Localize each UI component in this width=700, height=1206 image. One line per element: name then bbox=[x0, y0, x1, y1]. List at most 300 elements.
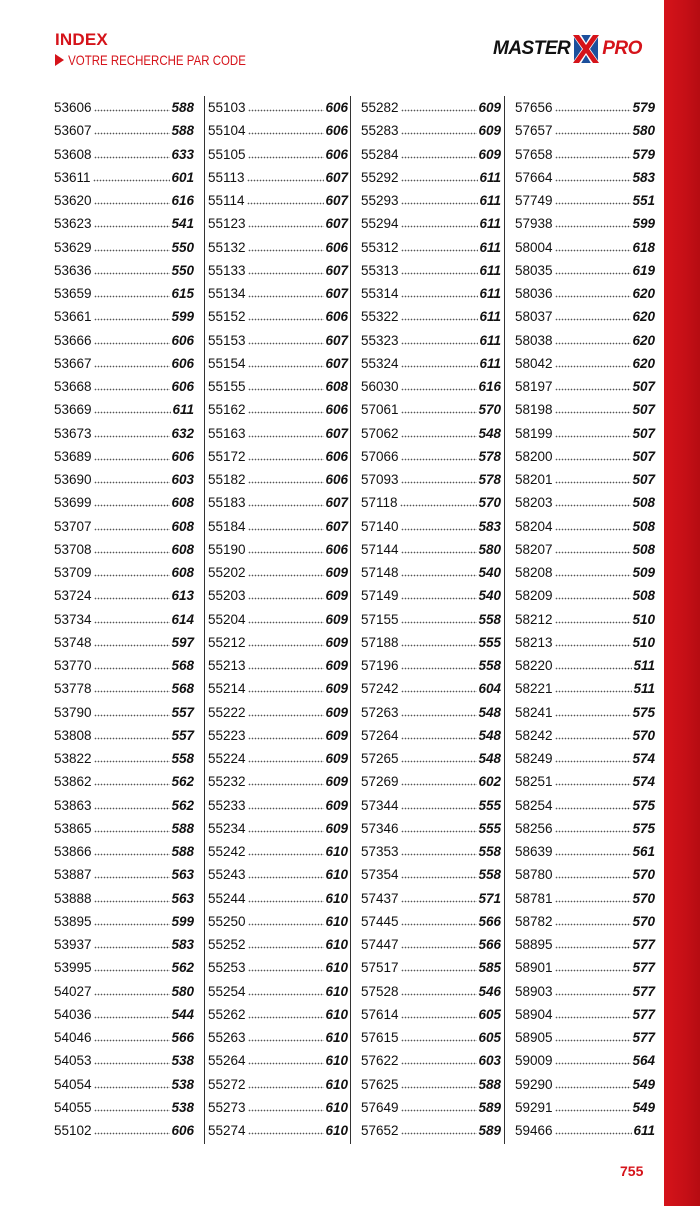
subtitle-text: VOTRE RECHERCHE PAR CODE bbox=[68, 52, 246, 68]
dot-leader bbox=[555, 126, 632, 135]
dot-leader bbox=[401, 591, 478, 600]
page-reference: 608 bbox=[171, 495, 194, 511]
page-reference: 620 bbox=[632, 309, 655, 325]
page-reference: 507 bbox=[632, 472, 655, 488]
dot-leader bbox=[401, 452, 478, 461]
index-entry bbox=[208, 398, 348, 421]
page-reference: 570 bbox=[632, 867, 655, 883]
index-entry bbox=[361, 584, 501, 607]
page-reference: 589 bbox=[478, 1123, 501, 1139]
product-code: 55250 bbox=[208, 913, 246, 929]
dot-leader bbox=[94, 894, 171, 903]
dot-leader bbox=[401, 731, 478, 740]
page-reference: 609 bbox=[325, 820, 348, 836]
page-reference: 609 bbox=[478, 146, 501, 162]
product-code: 55105 bbox=[208, 146, 246, 162]
dot-leader bbox=[248, 591, 325, 600]
product-code: 55224 bbox=[208, 751, 246, 767]
dot-leader bbox=[248, 126, 325, 135]
index-entry bbox=[208, 747, 348, 770]
product-code: 53629 bbox=[54, 239, 92, 255]
dot-leader bbox=[94, 382, 171, 391]
dot-leader bbox=[248, 1056, 325, 1065]
index-entry bbox=[208, 282, 348, 305]
page-reference: 605 bbox=[478, 1006, 501, 1022]
index-entry bbox=[208, 143, 348, 166]
index-entry bbox=[208, 956, 348, 979]
product-code: 57528 bbox=[361, 983, 399, 999]
page-reference: 562 bbox=[171, 960, 194, 976]
page-reference: 508 bbox=[632, 518, 655, 534]
dot-leader bbox=[401, 405, 478, 414]
page-reference: 620 bbox=[632, 355, 655, 371]
page-reference: 577 bbox=[632, 960, 655, 976]
dot-leader bbox=[248, 498, 325, 507]
product-code: 59290 bbox=[515, 1076, 553, 1092]
dot-leader bbox=[401, 103, 478, 112]
page-reference: 610 bbox=[325, 1030, 348, 1046]
index-entry bbox=[361, 515, 501, 538]
dot-leader bbox=[401, 684, 478, 693]
product-code: 54053 bbox=[54, 1053, 92, 1069]
index-entry bbox=[54, 1119, 194, 1142]
index-entry bbox=[361, 538, 501, 561]
product-code: 53669 bbox=[54, 402, 92, 418]
dot-leader bbox=[555, 894, 632, 903]
index-entry bbox=[208, 212, 348, 235]
index-entry bbox=[361, 631, 501, 654]
product-code: 53866 bbox=[54, 844, 92, 860]
dot-leader bbox=[248, 1103, 325, 1112]
page-reference: 607 bbox=[325, 355, 348, 371]
dot-leader bbox=[94, 963, 171, 972]
dot-leader bbox=[94, 1033, 171, 1042]
product-code: 57188 bbox=[361, 634, 399, 650]
product-code: 55232 bbox=[208, 774, 246, 790]
page-reference: 610 bbox=[325, 1123, 348, 1139]
product-code: 57263 bbox=[361, 704, 399, 720]
dot-leader bbox=[401, 359, 479, 368]
index-entry bbox=[54, 817, 194, 840]
product-code: 55134 bbox=[208, 286, 246, 302]
product-code: 58254 bbox=[515, 797, 553, 813]
dot-leader bbox=[94, 522, 171, 531]
product-code: 58208 bbox=[515, 565, 553, 581]
dot-leader bbox=[247, 173, 325, 182]
dot-leader bbox=[555, 498, 632, 507]
page-reference: 606 bbox=[325, 123, 348, 139]
product-code: 58241 bbox=[515, 704, 553, 720]
dot-leader bbox=[555, 545, 632, 554]
page-reference: 589 bbox=[478, 1099, 501, 1115]
index-entry bbox=[361, 259, 501, 282]
dot-leader bbox=[401, 336, 479, 345]
page-reference: 551 bbox=[632, 193, 655, 209]
index-entry bbox=[361, 96, 501, 119]
product-code: 53863 bbox=[54, 797, 92, 813]
page-reference: 548 bbox=[478, 727, 501, 743]
index-entry bbox=[54, 1049, 194, 1072]
column-separator bbox=[204, 96, 205, 1144]
product-code: 55202 bbox=[208, 565, 246, 581]
page-reference: 541 bbox=[171, 216, 194, 232]
index-entry bbox=[515, 259, 655, 282]
page-reference: 602 bbox=[478, 774, 501, 790]
index-entry bbox=[361, 747, 501, 770]
product-code: 55233 bbox=[208, 797, 246, 813]
dot-leader bbox=[248, 1010, 325, 1019]
index-entry bbox=[361, 398, 501, 421]
product-code: 57622 bbox=[361, 1053, 399, 1069]
index-entry bbox=[361, 980, 501, 1003]
dot-leader bbox=[401, 173, 479, 182]
dot-leader bbox=[248, 731, 325, 740]
product-code: 55254 bbox=[208, 983, 246, 999]
product-code: 58209 bbox=[515, 588, 553, 604]
index-entry bbox=[208, 1003, 348, 1026]
index-entry bbox=[54, 724, 194, 747]
product-code: 58212 bbox=[515, 611, 553, 627]
index-entry bbox=[54, 329, 194, 352]
product-code: 57938 bbox=[515, 216, 553, 232]
index-column-4 bbox=[515, 96, 655, 1142]
dot-leader bbox=[555, 243, 632, 252]
product-code: 53608 bbox=[54, 146, 92, 162]
page-reference: 540 bbox=[478, 588, 501, 604]
index-entry bbox=[54, 538, 194, 561]
product-code: 53673 bbox=[54, 425, 92, 441]
product-code: 55242 bbox=[208, 844, 246, 860]
index-entry bbox=[54, 794, 194, 817]
product-code: 55162 bbox=[208, 402, 246, 418]
page-reference: 610 bbox=[325, 1053, 348, 1069]
product-code: 59291 bbox=[515, 1099, 553, 1115]
dot-leader bbox=[555, 312, 632, 321]
product-code: 53995 bbox=[54, 960, 92, 976]
index-entry bbox=[515, 329, 655, 352]
dot-leader bbox=[401, 801, 478, 810]
page-reference: 606 bbox=[325, 100, 348, 116]
index-entry bbox=[361, 561, 501, 584]
product-code: 53822 bbox=[54, 751, 92, 767]
dot-leader bbox=[555, 1056, 632, 1065]
index-entry bbox=[361, 770, 501, 793]
product-code: 59009 bbox=[515, 1053, 553, 1069]
dot-leader bbox=[248, 150, 325, 159]
dot-leader bbox=[94, 1080, 171, 1089]
dot-leader bbox=[248, 894, 325, 903]
dot-leader bbox=[401, 917, 478, 926]
product-code: 55114 bbox=[208, 193, 245, 209]
page-reference: 570 bbox=[632, 890, 655, 906]
dot-leader bbox=[401, 429, 478, 438]
index-entry bbox=[54, 96, 194, 119]
page-reference: 562 bbox=[171, 797, 194, 813]
product-code: 58213 bbox=[515, 634, 553, 650]
page-reference: 611 bbox=[172, 402, 194, 418]
index-entry bbox=[54, 491, 194, 514]
index-entry bbox=[361, 840, 501, 863]
index-entry bbox=[208, 538, 348, 561]
page-reference: 580 bbox=[478, 541, 501, 557]
dot-leader bbox=[248, 638, 325, 647]
index-entry bbox=[361, 1096, 501, 1119]
dot-leader bbox=[555, 359, 632, 368]
dot-leader bbox=[555, 1080, 632, 1089]
dot-leader bbox=[401, 754, 478, 763]
product-code: 53620 bbox=[54, 193, 92, 209]
dot-leader bbox=[555, 429, 632, 438]
dot-leader bbox=[94, 638, 171, 647]
product-code: 58639 bbox=[515, 844, 553, 860]
dot-leader bbox=[94, 591, 171, 600]
page-reference: 606 bbox=[325, 146, 348, 162]
index-entry bbox=[208, 259, 348, 282]
product-code: 53707 bbox=[54, 518, 92, 534]
index-entry bbox=[54, 933, 194, 956]
product-code: 58904 bbox=[515, 1006, 553, 1022]
index-entry bbox=[208, 491, 348, 514]
dot-leader bbox=[401, 196, 479, 205]
index-entry bbox=[208, 863, 348, 886]
product-code: 57062 bbox=[361, 425, 399, 441]
index-entry bbox=[361, 329, 501, 352]
dot-leader bbox=[94, 754, 171, 763]
dot-leader bbox=[94, 219, 171, 228]
page-reference: 570 bbox=[478, 495, 501, 511]
product-code: 54046 bbox=[54, 1030, 92, 1046]
index-entry bbox=[515, 398, 655, 421]
page-reference: 607 bbox=[325, 286, 348, 302]
index-entry bbox=[361, 236, 501, 259]
dot-leader bbox=[94, 917, 171, 926]
dot-leader bbox=[248, 336, 325, 345]
product-code: 58221 bbox=[515, 681, 553, 697]
page-reference: 568 bbox=[171, 658, 194, 674]
page-reference: 580 bbox=[632, 123, 655, 139]
product-code: 55203 bbox=[208, 588, 246, 604]
product-code: 53790 bbox=[54, 704, 92, 720]
dot-leader bbox=[555, 731, 632, 740]
index-entry bbox=[208, 910, 348, 933]
index-entry bbox=[515, 608, 655, 631]
dot-leader bbox=[94, 289, 171, 298]
dot-leader bbox=[248, 475, 325, 484]
page-reference: 570 bbox=[632, 913, 655, 929]
index-entry bbox=[208, 770, 348, 793]
index-column-2 bbox=[208, 96, 348, 1142]
product-code: 57196 bbox=[361, 658, 399, 674]
dot-leader bbox=[248, 661, 325, 670]
index-entry bbox=[54, 654, 194, 677]
product-code: 57061 bbox=[361, 402, 399, 418]
index-entry bbox=[361, 794, 501, 817]
page-reference: 616 bbox=[171, 193, 194, 209]
page-reference: 610 bbox=[325, 1099, 348, 1115]
dot-leader bbox=[401, 1080, 478, 1089]
logo-word-master: MASTER bbox=[493, 38, 571, 59]
product-code: 58207 bbox=[515, 541, 553, 557]
index-column-1 bbox=[54, 96, 194, 1142]
product-code: 53865 bbox=[54, 820, 92, 836]
index-entry bbox=[208, 468, 348, 491]
product-code: 57242 bbox=[361, 681, 399, 697]
page-reference: 599 bbox=[632, 216, 655, 232]
page-reference: 607 bbox=[325, 518, 348, 534]
index-entry bbox=[361, 491, 501, 514]
product-code: 58895 bbox=[515, 937, 553, 953]
product-code: 54027 bbox=[54, 983, 92, 999]
dot-leader bbox=[555, 382, 632, 391]
page-reference: 588 bbox=[171, 820, 194, 836]
page-reference: 610 bbox=[325, 983, 348, 999]
page-reference: 606 bbox=[171, 448, 194, 464]
product-code: 58199 bbox=[515, 425, 553, 441]
page-reference: 577 bbox=[632, 937, 655, 953]
page-reference: 611 bbox=[479, 216, 501, 232]
product-code: 58781 bbox=[515, 890, 553, 906]
page-reference: 561 bbox=[632, 844, 655, 860]
page-reference: 611 bbox=[479, 286, 501, 302]
red-side-band bbox=[664, 0, 700, 1206]
product-code: 57148 bbox=[361, 565, 399, 581]
dot-leader bbox=[555, 1126, 633, 1135]
product-code: 58201 bbox=[515, 472, 553, 488]
page-reference: 610 bbox=[325, 867, 348, 883]
dot-leader bbox=[248, 1080, 325, 1089]
dot-leader bbox=[94, 777, 171, 786]
page-reference: 563 bbox=[171, 867, 194, 883]
page-reference: 610 bbox=[325, 937, 348, 953]
index-entry bbox=[515, 631, 655, 654]
product-code: 55133 bbox=[208, 262, 246, 278]
dot-leader bbox=[401, 289, 479, 298]
page-reference: 549 bbox=[632, 1099, 655, 1115]
product-code: 57346 bbox=[361, 820, 399, 836]
product-code: 55102 bbox=[54, 1123, 92, 1139]
dot-leader bbox=[248, 708, 325, 717]
page-reference: 601 bbox=[171, 169, 194, 185]
index-entry bbox=[54, 956, 194, 979]
page-reference: 609 bbox=[325, 681, 348, 697]
index-entry bbox=[515, 352, 655, 375]
index-entry bbox=[515, 212, 655, 235]
page-reference: 577 bbox=[632, 1030, 655, 1046]
masterpro-logo bbox=[493, 33, 642, 65]
page-reference: 606 bbox=[325, 541, 348, 557]
product-code: 53661 bbox=[54, 309, 92, 325]
page-reference: 578 bbox=[478, 472, 501, 488]
page-reference: 610 bbox=[325, 890, 348, 906]
index-entry bbox=[54, 282, 194, 305]
dot-leader bbox=[94, 731, 171, 740]
dot-leader bbox=[401, 963, 478, 972]
product-code: 55292 bbox=[361, 169, 399, 185]
dot-leader bbox=[555, 963, 632, 972]
dot-leader bbox=[555, 103, 632, 112]
dot-leader bbox=[248, 684, 325, 693]
page-reference: 620 bbox=[632, 332, 655, 348]
page-reference: 609 bbox=[325, 658, 348, 674]
index-entry bbox=[515, 1119, 655, 1142]
product-code: 58038 bbox=[515, 332, 553, 348]
page-reference: 607 bbox=[325, 332, 348, 348]
dot-leader bbox=[248, 522, 325, 531]
product-code: 57149 bbox=[361, 588, 399, 604]
dot-leader bbox=[401, 150, 478, 159]
index-entry bbox=[361, 305, 501, 328]
product-code: 58780 bbox=[515, 867, 553, 883]
page-reference: 568 bbox=[171, 681, 194, 697]
index-entry bbox=[515, 701, 655, 724]
product-code: 55282 bbox=[361, 100, 399, 116]
index-subtitle bbox=[55, 52, 246, 68]
product-code: 57649 bbox=[361, 1099, 399, 1115]
page-reference: 610 bbox=[325, 1076, 348, 1092]
index-entry bbox=[361, 677, 501, 700]
product-code: 55212 bbox=[208, 634, 246, 650]
product-code: 57264 bbox=[361, 727, 399, 743]
dot-leader bbox=[401, 777, 478, 786]
index-entry bbox=[54, 305, 194, 328]
dot-leader bbox=[248, 219, 325, 228]
dot-leader bbox=[555, 591, 632, 600]
page-reference: 611 bbox=[479, 332, 501, 348]
page-reference: 606 bbox=[171, 1123, 194, 1139]
product-code: 53888 bbox=[54, 890, 92, 906]
dot-leader bbox=[94, 266, 171, 275]
dot-leader bbox=[248, 266, 325, 275]
page-reference: 580 bbox=[171, 983, 194, 999]
page-reference: 510 bbox=[632, 611, 655, 627]
index-entry bbox=[208, 375, 348, 398]
product-code: 55213 bbox=[208, 658, 246, 674]
page-reference: 557 bbox=[171, 727, 194, 743]
product-code: 57445 bbox=[361, 913, 399, 929]
product-code: 55190 bbox=[208, 541, 246, 557]
page-reference: 544 bbox=[171, 1006, 194, 1022]
page-reference: 507 bbox=[632, 448, 655, 464]
page-reference: 603 bbox=[478, 1053, 501, 1069]
product-code: 55184 bbox=[208, 518, 246, 534]
page-reference: 611 bbox=[479, 239, 501, 255]
dot-leader bbox=[555, 196, 632, 205]
dot-leader bbox=[555, 684, 633, 693]
index-entry bbox=[208, 236, 348, 259]
index-entry bbox=[361, 910, 501, 933]
dot-leader bbox=[555, 801, 632, 810]
page-reference: 603 bbox=[171, 472, 194, 488]
dot-leader bbox=[401, 1010, 478, 1019]
page-reference: 575 bbox=[632, 820, 655, 836]
index-entry bbox=[361, 422, 501, 445]
product-code: 57437 bbox=[361, 890, 399, 906]
page-reference: 575 bbox=[632, 704, 655, 720]
product-code: 53623 bbox=[54, 216, 92, 232]
dot-leader bbox=[248, 405, 325, 414]
product-code: 53724 bbox=[54, 588, 92, 604]
dot-leader bbox=[555, 824, 632, 833]
index-entry bbox=[515, 96, 655, 119]
index-entry bbox=[54, 561, 194, 584]
page-reference: 610 bbox=[325, 844, 348, 860]
product-code: 55322 bbox=[361, 309, 399, 325]
index-entry bbox=[54, 143, 194, 166]
index-entry bbox=[515, 119, 655, 142]
dot-leader bbox=[248, 382, 325, 391]
product-code: 55284 bbox=[361, 146, 399, 162]
product-code: 53690 bbox=[54, 472, 92, 488]
